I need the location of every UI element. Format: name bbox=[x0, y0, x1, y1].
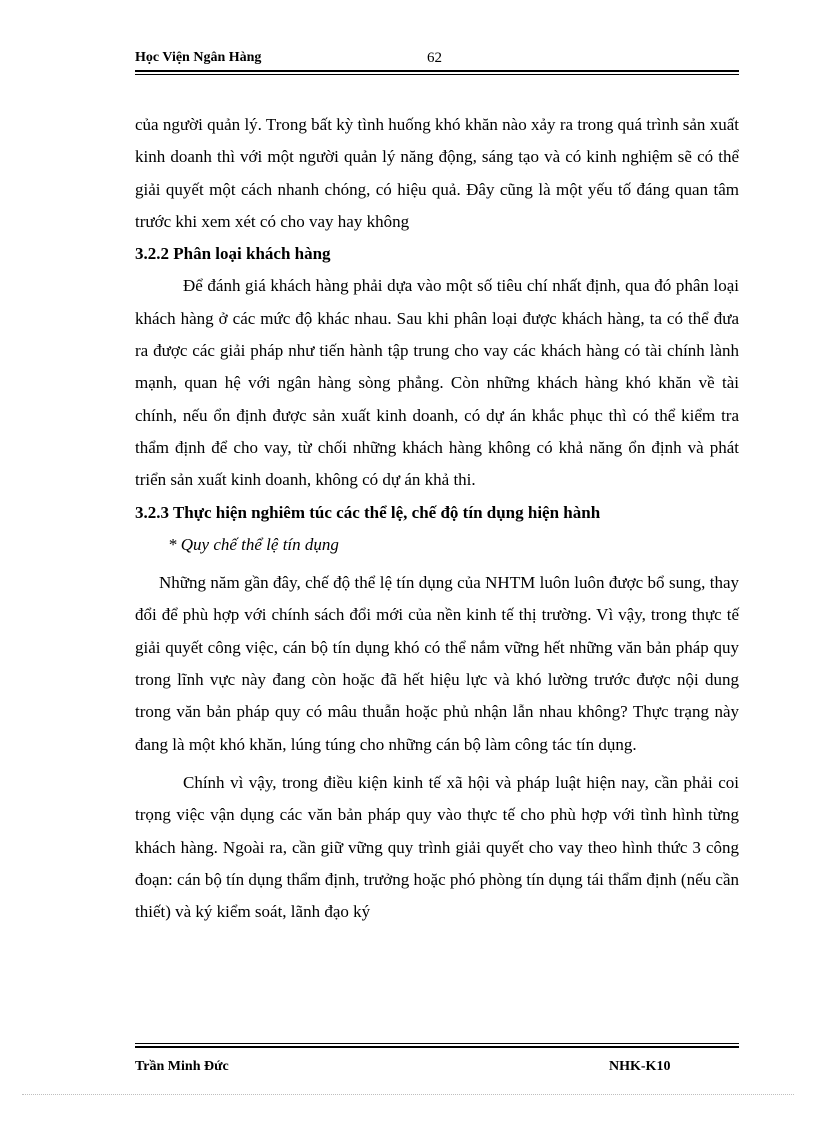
page-bottom-dotted-line bbox=[22, 1094, 794, 1095]
subheading-credit-regulations: * Quy chế thể lệ tín dụng bbox=[168, 534, 339, 554]
footer-rule-thick bbox=[135, 1046, 739, 1048]
footer-rule-thin bbox=[135, 1043, 739, 1044]
footer-author: Trần Minh Đức bbox=[135, 1059, 229, 1074]
header-rule-thin bbox=[135, 74, 739, 75]
paragraph-credit-regulations: Những năm gần đây, chế độ thể lệ tín dụng của NHTM luôn luôn được bổ sung, thay đổi để phù hợp với chính sách đổi mới của nền kinh tế thị trường. Vì vậy, trong thực tế giải quyết công việc, cán bộ tín dụng khó có thể nắm vững hết những văn bản pháp quy trong lĩnh vực này đang còn hoặc đã hết hiệu lực và khó lường trước được nội dung trong văn bản pháp quy có mâu thuẫn hoặc phủ nhận lẫn nhau không? Thực trạng này đang là một khó khăn, lúng túng cho những cán bộ làm công tác tín dụng. bbox=[135, 573, 739, 754]
footer-class-code: NHK-K10 bbox=[609, 1059, 671, 1074]
paragraph-legal-documents: Chính vì vậy, trong điều kiện kinh tế xã hội và pháp luật hiện nay, cần phải coi trọng việc vận dụng các văn bản pháp quy vào thực tế cho phù hợp với tình hình từng khách hàng. Ngoài ra, cần giữ vững quy trình giải quyết cho vay theo hình thức 3 công đoạn: cán bộ tín dụng thẩm định, trưởng hoặc phó phòng tín dụng tái thẩm định (nếu cần thiết) và ký kiểm soát, lãnh đạo ký bbox=[135, 772, 739, 922]
section-heading-3-2-3: 3.2.3 Thực hiện nghiêm túc các thể lệ, chế độ tín dụng hiện hành bbox=[135, 502, 601, 522]
header-rule-thick bbox=[135, 70, 739, 72]
page-header bbox=[135, 46, 739, 70]
paragraph-customer-classification: Để đánh giá khách hàng phải dựa vào một số tiêu chí nhất định, qua đó phân loại khách hàng ở các mức độ khác nhau. Sau khi phân loại được khách hàng, ta có thể đưa ra được các giải pháp như tiến hành tập trung cho vay các khách hàng có tài chính lành mạnh, quan hệ với ngân hàng sòng phẳng. Còn những khách hàng khó khăn về tài chính, nếu ổn định được sản xuất kinh doanh, có dự án khắc phục thì có thể kiểm tra thẩm định để cho vay, từ chối những khách hàng không có khả năng ổn định và phát triển sản xuất kinh doanh, không có dự án khả thi. bbox=[135, 276, 739, 490]
header-page-number: 62 bbox=[427, 50, 442, 66]
paragraph-continued: của người quản lý. Trong bất kỳ tình huống khó khăn nào xảy ra trong quá trình sản xuất kinh doanh thì với một người quản lý năng động, sáng tạo và có kinh nghiệm sẽ có thể giải quyết một cách nhanh chóng, có hiệu quả. Đây cũng là một yếu tố đáng quan tâm trước khi xem xét có cho vay hay không bbox=[135, 115, 739, 231]
body-text bbox=[135, 109, 739, 928]
header-institution: Học Viện Ngân Hàng bbox=[135, 50, 262, 65]
section-heading-3-2-2: 3.2.2 Phân loại khách hàng bbox=[135, 244, 331, 264]
